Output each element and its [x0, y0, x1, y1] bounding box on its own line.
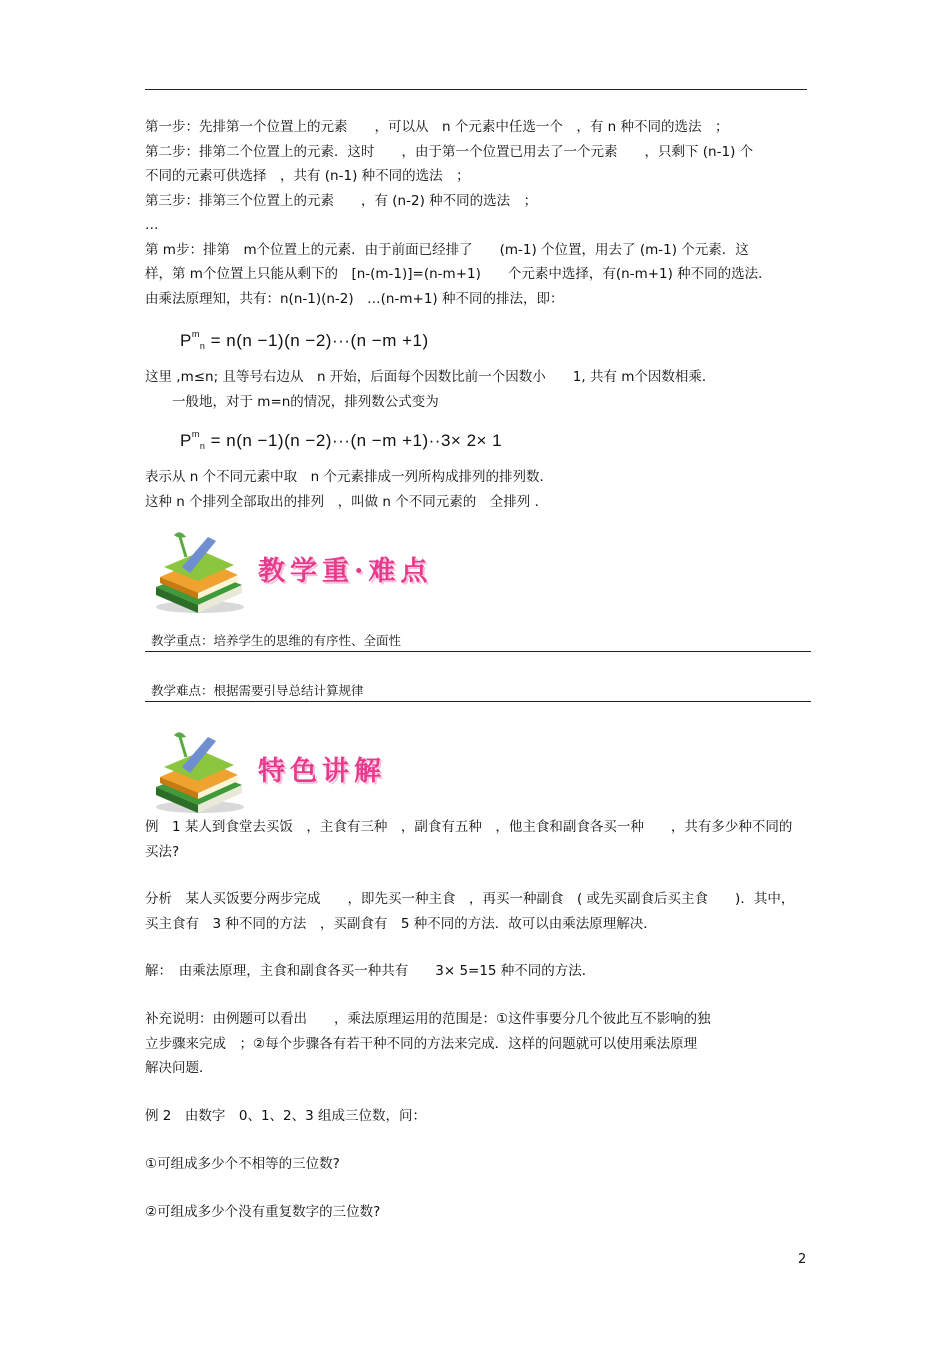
supplement-paragraph: 补充说明：由例题可以看出 ，乘法原理运用的范围是：①这件事要分几个彼此互不影响的独 立步骤来完成 ；②每个步骤各有若干种不同的方法来完成．这样的问题就可以使用乘法原理 解决问题．	[145, 1011, 711, 1076]
example-2: 例 2 由数字 0、1、2、3 组成三位数，问：	[145, 1108, 427, 1124]
step-paragraph: 第一步：先排第一个位置上的元素 ，可以从 n 个元素中任选一个 ，有 n 种不同的选法 ； 第二步：排第二个位置上的元素．这时 ，由于第一个位置已用去了一个元素 ，只剩下 (n-1) 个 不同的元素可供选择 ，共有 (n-1) 种不同的选法 ； 第三步：排第三个位置上的元素 ，有 (n-2) 种不同的选法 ； … 第 m步：排第 m个位置上的元素．由于前面已经排了 (m-1) 个位置，用去了 (m-1) 个元素．这 样，第 m个位置上只能从剩下的 [n-(m-1)]=(n-m+1) 个元素中选择，有(n-m+1) 种不同的选法． 由乘法原理知，共有：n(n-1)(n-2) …(n-m+1) 种不同的排法，即：	[145, 119, 772, 307]
key-point-line: 教学重点：培养学生的思维的有序性、全面性	[145, 631, 811, 652]
explanation-paragraph: 这里 ,m≤n; 且等号右边从 n 开始，后面每个因数比前一个因数小 1, 共有 m个因数相乘． 一般地，对于 m=n的情况，排列数公式变为	[145, 369, 716, 410]
analysis-paragraph: 分析 某人买饭要分两步完成 ，即先买一种主食 ，再买一种副食 ( 或先买副食后买主食 )．其中， 买主食有 3 种不同的方法 ，买副食有 5 种不同的方法．故可以由乘法原理解决．	[145, 891, 795, 932]
difficult-point-line: 教学难点：根据需要引导总结计算规律	[145, 681, 811, 702]
banner-title: 特色讲解	[258, 756, 386, 787]
key-difficult-banner	[150, 527, 480, 612]
definition-paragraph: 表示从 n 个不同元素中取 n 个元素排成一列所构成排列的排列数． 这种 n 个排列全部取出的排列 ，叫做 n 个不同元素的 全排列 ．	[145, 469, 553, 510]
question-1: ①可组成多少个不相等的三位数?	[145, 1156, 340, 1172]
full-permutation-formula: $P^m_n = n(n -1)(n -2)\cdot\cdot\cdot(n -m +1)\cdot\cdot 3\times 2\times 1$	[180, 429, 503, 451]
question-2: ②可组成多少个没有重复数字的三位数?	[145, 1204, 381, 1220]
book-stack-icon	[150, 727, 255, 817]
solution-paragraph: 解： 由乘法原理，主食和副食各买一种共有 3× 5=15 种不同的方法．	[145, 963, 596, 979]
special-lecture-banner	[150, 727, 480, 812]
header-rule	[145, 89, 807, 90]
book-stack-icon	[150, 527, 255, 617]
page-number: 2	[798, 1252, 807, 1267]
example-1: 例 1 某人到食堂去买饭 ，主食有三种 ，副食有五种 ，他主食和副食各买一种 ，共有多少种不同的 买法?	[145, 819, 793, 860]
permutation-formula: $P^m_n = n(n -1)(n -2)\cdot\cdot\cdot(n -m +1)$	[180, 329, 429, 351]
banner-title: 教学重·难点	[258, 556, 433, 587]
